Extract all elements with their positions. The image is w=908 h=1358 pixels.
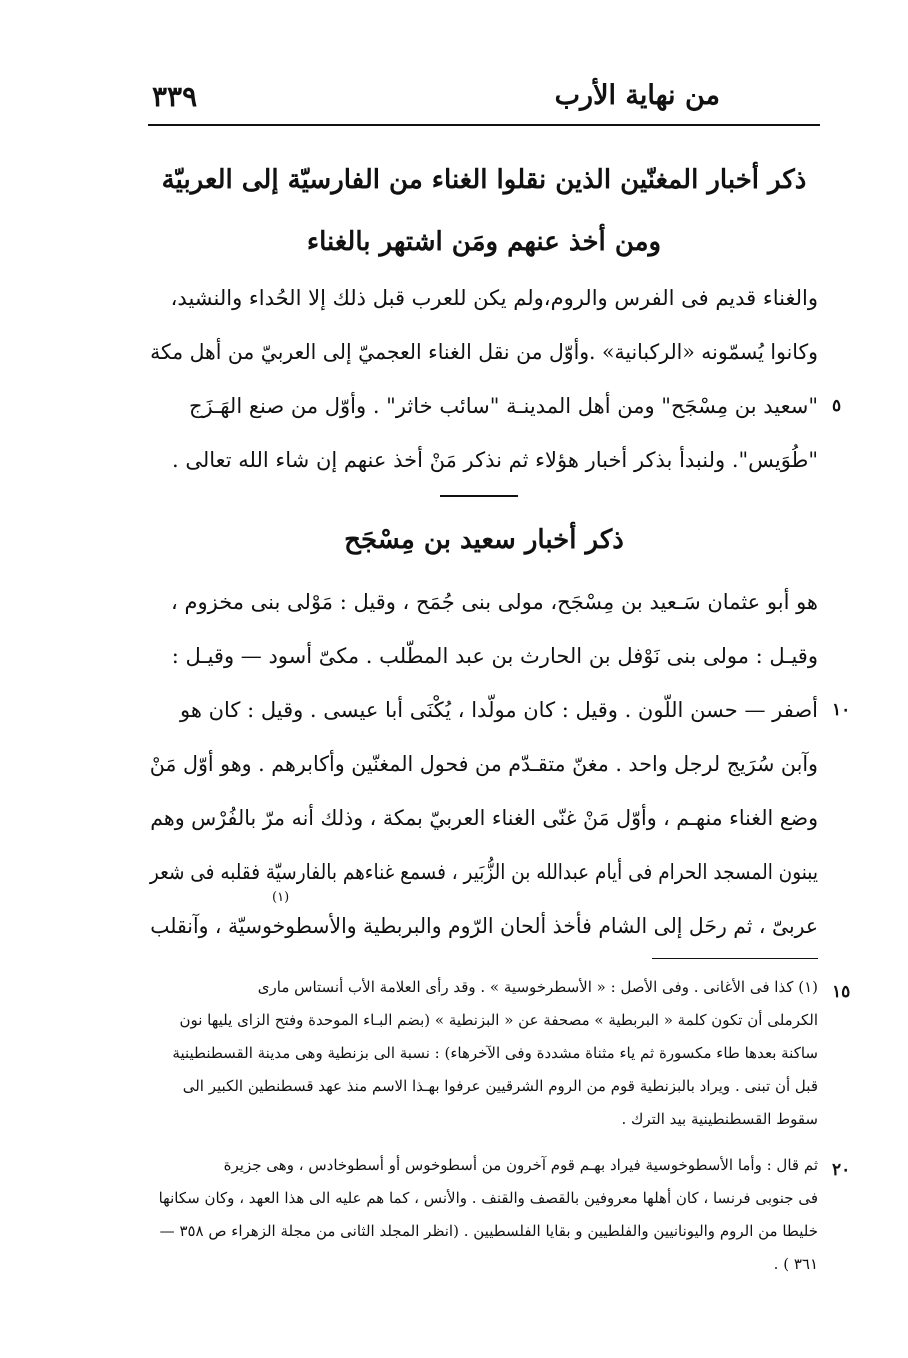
margin-line-number: ١٥: [832, 982, 851, 1002]
footnote-line: سقوط القسطنطينية بيد الترك .: [621, 1110, 818, 1128]
section2-line: يبنون المسجد الحرام فى أيام عبدالله بن الزُّبَير ، فسمع غناءهم بالفارسيّة فقلبه فى شعر: [149, 860, 818, 884]
section2-heading: ذكر أخبار سعيد بن مِسْجَح: [344, 525, 624, 555]
footnote-line: ٣٦١ ) .: [773, 1255, 818, 1273]
footnote-line: ساكنة بعدها طاء مكسورة ثم ياء مثناة مشددة وفى الآخرهاء) : نسبة الى بزنطية وهى مدينة القسطنطينية: [172, 1044, 818, 1062]
footnote-reference: (١): [272, 890, 290, 905]
footnote-line: (١) كذا فى الأغانى . وفى الأصل : « الأسطرخوسية » . وقد رأى العلامة الأب أنستاس مارى: [257, 978, 818, 996]
footnote-line: الكرملى أن تكون كلمة « البربطية » مصحفة عن « البزنطية » (بضم البـاء الموحدة وفتح الزاى يليها نون: [179, 1011, 818, 1029]
section1-line: وكانوا يُسمّونه «الركبانية» .وأوّل من نقل الغناء العجميّ إلى العربيّ من أهل مكة: [150, 340, 818, 364]
section2-line: هو أبو عثمان سَـعيد بن مِسْجَح، مولى بنى جُمَح ، وقيل : مَوْلى بنى مخزوم ،: [171, 590, 818, 614]
section2-line: وآبن سُرَيج لرجل واحد . مغنّ متقـدّم من فحول المغنّين وأكابرهم . وهو أوّل مَنْ: [149, 752, 818, 776]
section-separator: [440, 495, 518, 497]
section2-line: وضع الغناء منهـم ، وأوّل مَنْ غنّى الغناء العربيّ بمكة ، وذلك أنه مرّ بالفُرْس وهم: [150, 806, 819, 830]
section2-line: عربىّ ، ثم رحَل إلى الشام فأخذ ألحان الرّوم والبربطية والأسطوخوسيّة ، وآنقلب: [150, 914, 819, 938]
margin-line-number: ١٠: [832, 700, 851, 720]
section1-line: والغناء قديم فى الفرس والروم،ولم يكن للعرب قبل ذلك إلا الحُداء والنشيد،: [170, 286, 818, 310]
section1-line: "طُوَيس". ولنبدأ بذكر أخبار هؤلاء ثم نذكر مَنْ أخذ عنهم إن شاء الله تعالى .: [171, 448, 818, 472]
section1-heading-line1: ذكر أخبار المغنّين الذين نقلوا الغناء من الفارسيّة إلى العربيّة: [161, 165, 807, 195]
section2-line: أصفر — حسن اللّون . وقيل : كان مولّدا ، يُكْنَى أبا عيسى . وقيل : كان هو: [179, 698, 818, 722]
section1-line: "سعيد بن مِسْجَح" ومن أهل المدينـة "سائب خاثر" . وأوّل من صنع الهَـزَج: [188, 394, 818, 418]
section1-heading-line2: ومن أخذ عنهم ومَن اشتهر بالغناء: [306, 227, 662, 257]
header-rule: [148, 124, 820, 126]
footnote-line: ثم قال : وأما الأسطوخوسية فيراد بهـم قوم آخرون من أسطوخوس أو أسطوخادس ، وهى جزيرة: [223, 1156, 818, 1174]
page-number: ٣٣٩: [152, 80, 198, 113]
footnote-line: قبل أن تبنى . ويراد بالبزنطية قوم من الروم الشرقيين عرفوا بهـذا الاسم منذ عهد قسطنطين الكبير الى: [182, 1077, 818, 1095]
footnote-separator: [652, 958, 818, 959]
footnote-line: خليطا من الروم واليونانيين والفلطيين و بقايا الفلسطيين . (انظر المجلد الثانى من مجلة الزهراء ص ٣٥٨ —: [159, 1222, 818, 1240]
margin-line-number: ٢٠: [832, 1160, 851, 1180]
running-title: من نهاية الأرب: [554, 80, 720, 111]
margin-line-number: ٥: [832, 396, 842, 416]
section2-line: وقيـل : مولى بنى نَوْفل بن الحارث بن عبد المطّلب . مكىّ أسود — وقيـل :: [171, 644, 818, 668]
footnote-line: فى جنوبى فرنسا ، كان أهلها معروفين بالقصف والقنف . والأنس ، كما هم عليه الى هذا العهد ، وكان سكانها: [158, 1189, 818, 1207]
